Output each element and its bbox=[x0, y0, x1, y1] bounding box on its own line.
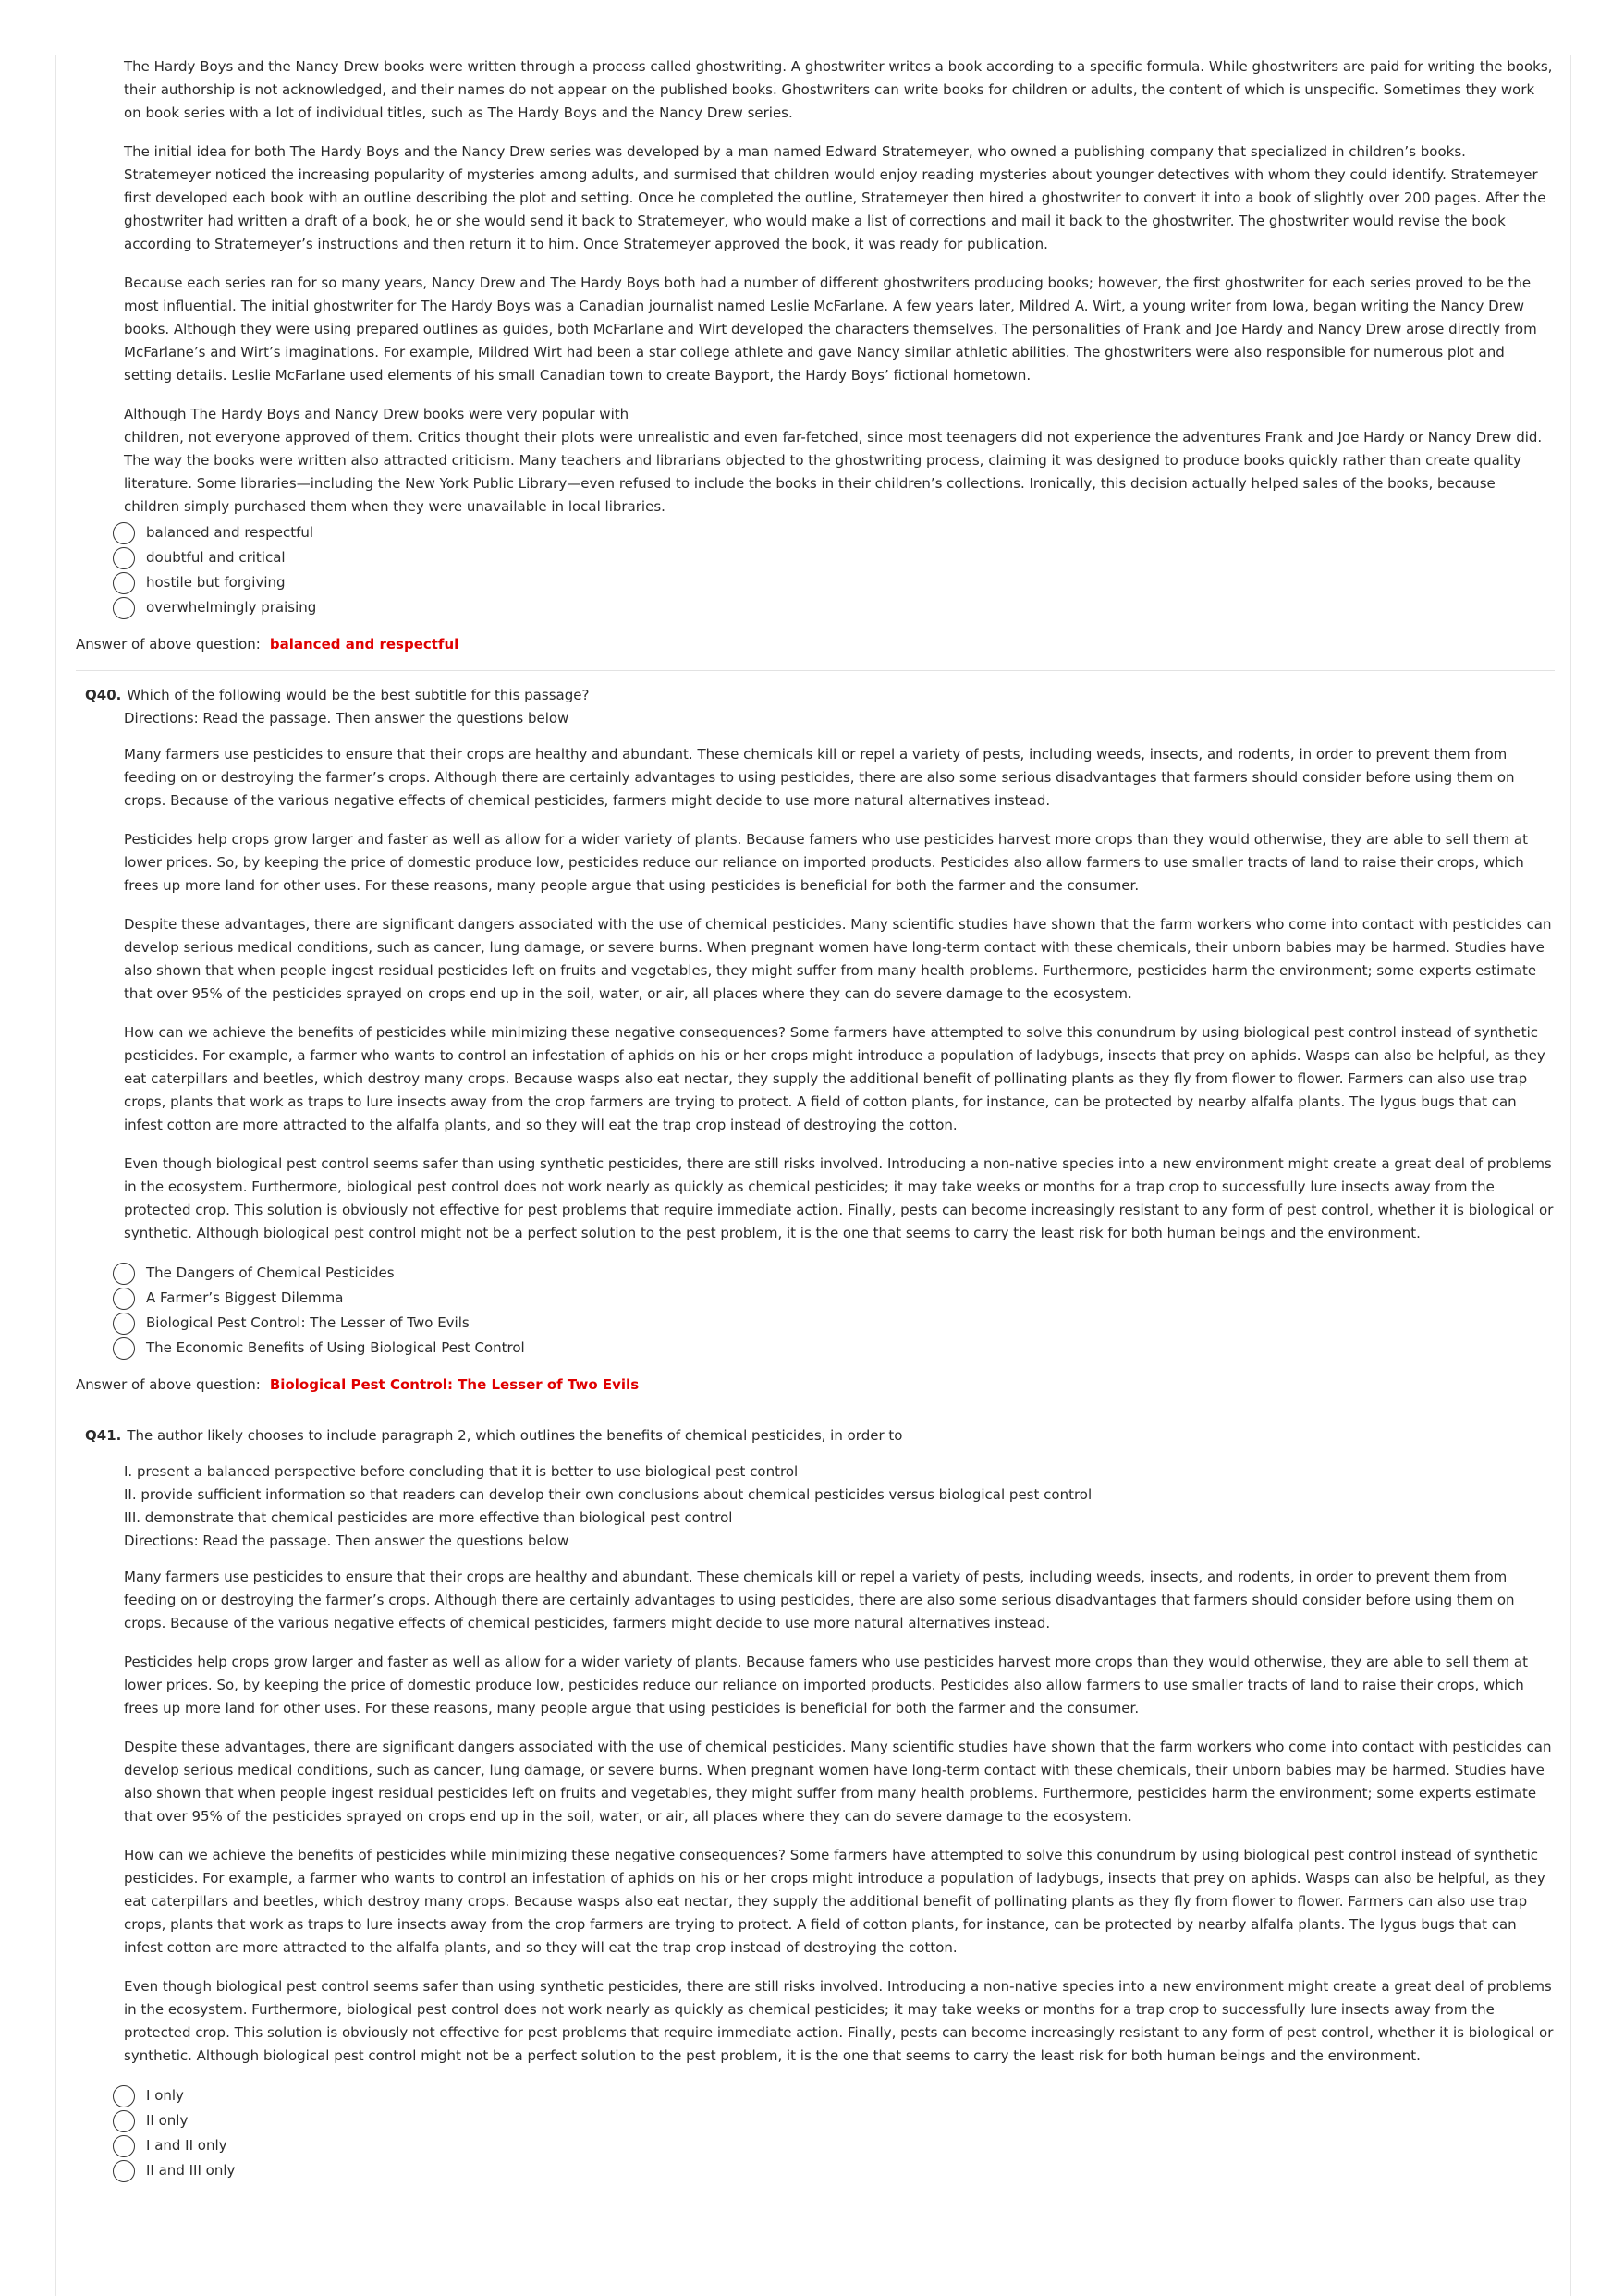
passage-paragraph: Because each series ran for so many years, Nancy Drew and The Hardy Boys both had a number of different ghostwriters producing books; however, the first ghostwriter for each series proved to be the most influential. The initial ghostwriter for The Hardy Boys was a Canadian journalist named Leslie McFarlane. A few years later, Mildred A. Wirt, a young writer from Iowa, began writing the Nancy Drew books. Although they were using prepared outlines as guides, both McFarlane and Wirt developed the characters themselves. The personalities of Frank and Joe Hardy and Nancy Drew arose directly from McFarlane’s and Wirt’s imaginations. For example, Mildred Wirt had been a star college athlete and gave Nancy similar athletic abilities. The ghostwriters were also responsible for numerous plot and setting details. Leslie McFarlane used elements of his small Canadian town to create Bayport, the Hardy Boys’ fictional hometown. bbox=[124, 275, 1537, 384]
option-label: II and III only bbox=[146, 2162, 236, 2179]
options-q40 bbox=[113, 1261, 1555, 1361]
option-label: A Farmer’s Biggest Dilemma bbox=[146, 1289, 344, 1306]
statement-item: III. demonstrate that chemical pesticides are more effective than biological pest control bbox=[124, 1509, 733, 1526]
option-label: Biological Pest Control: The Lesser of Two Evils bbox=[146, 1314, 470, 1331]
passage-paragraph bbox=[124, 403, 1555, 519]
option-label: II only bbox=[146, 2112, 189, 2129]
option-d[interactable] bbox=[113, 595, 1555, 620]
question-header bbox=[85, 1424, 1555, 1447]
question-number: Q40. bbox=[85, 687, 122, 703]
passage-line: children, not everyone approved of them. Critics thought their plots were unrealistic and even far-fetched, since most teenagers did not experience the adventures Frank and Joe Hardy or Nancy Drew did. The way the books were written also attracted criticism. Many teachers and librarians objected to the ghostwriting process, claiming it was designed to produce books quickly rather than create quality literature. Some libraries—including the New York Public Library—even refused to include the books in their children’s collections. Ironically, this decision actually helped sales of the books, because children simply purchased them when they were unavailable in local libraries. bbox=[124, 429, 1543, 515]
statement-item: II. provide sufficient information so that readers can develop their own conclusions about chemical pesticides versus biological pest control bbox=[124, 1486, 1093, 1503]
option-b[interactable] bbox=[113, 2108, 1555, 2133]
option-d[interactable] bbox=[113, 1336, 1555, 1361]
passage-paragraph: Pesticides help crops grow larger and faster as well as allow for a wider variety of plants. Because famers who use pesticides harvest more crops than they would otherwise, they are able to sell them at lower prices. So, by keeping the price of domestic produce low, pesticides reduce our reliance on imported products. Pesticides also allow farmers to use smaller tracts of land to raise their crops, which frees up more land for other uses. For these reasons, many people argue that using pesticides is beneficial for both the farmer and the consumer. bbox=[124, 1654, 1528, 1716]
radio-circle-icon[interactable] bbox=[113, 572, 135, 594]
passage-paragraph: How can we achieve the benefits of pesticides while minimizing these negative consequences? Some farmers have attempted to solve this conundrum by using biological pest control instead of synthetic pesticides. For example, a farmer who wants to control an infestation of aphids on his or her crops might introduce a population of ladybugs, insects that prey on aphids. Wasps can also be helpful, as they eat caterpillars and beetles, which destroy many crops. Because wasps also eat nectar, they supply the additional benefit of pollinating plants as they fly from flower to flower. Farmers can also use trap crops, plants that work as traps to lure insects away from the crop farmers are trying to protect. A field of cotton plants, for instance, can be protected by nearby alfalfa plants. The lygus bugs that can infest cotton are more attracted to the alfalfa plants, and so they will eat the trap crop instead of destroying the cotton. bbox=[124, 1847, 1545, 1956]
passage-line: Although The Hardy Boys and Nancy Drew books were very popular with bbox=[124, 406, 629, 422]
option-label: I only bbox=[146, 2087, 184, 2104]
answer-text: balanced and respectful bbox=[269, 636, 459, 653]
passage-q41 bbox=[124, 1566, 1555, 2068]
radio-circle-icon[interactable] bbox=[113, 2085, 135, 2107]
option-c[interactable] bbox=[113, 570, 1555, 595]
question-number: Q41. bbox=[85, 1427, 122, 1444]
radio-circle-icon[interactable] bbox=[113, 2110, 135, 2132]
answer-label: Answer of above question: bbox=[76, 636, 261, 653]
passage-paragraph: Even though biological pest control seems safer than using synthetic pesticides, there are still risks involved. Introducing a non-native species into a new environment might create a great deal of problems in the ecosystem. Furthermore, biological pest control does not work nearly as quickly as chemical pesticides; it may take weeks or months for a trap crop to successfully lure insects away from the protected crop. This solution is obviously not effective for pest problems that require immediate action. Finally, pests can become increasingly resistant to any form of pest control, whether it is biological or synthetic. Although biological pest control might not be a perfect solution to the pest problem, it is the one that seems to carry the least risk for both human beings and the environment. bbox=[124, 1978, 1554, 2064]
question-header bbox=[85, 684, 1555, 707]
page-content bbox=[76, 55, 1555, 2183]
statement-item: I. present a balanced perspective before concluding that it is better to use biological pest control bbox=[124, 1463, 799, 1480]
statement-list bbox=[124, 1460, 1555, 1553]
options-q41 bbox=[113, 2083, 1555, 2183]
answer-row bbox=[76, 633, 1555, 661]
passage-paragraph: Despite these advantages, there are significant dangers associated with the use of chemical pesticides. Many scientific studies have shown that the farm workers who come into contact with pesticides can develop serious medical conditions, such as cancer, lung damage, or severe burns. When pregnant women have long-term contact with these chemicals, their unborn babies may be harmed. Studies have also shown that when people ingest residual pesticides left on fruits and vegetables, they might suffer from many health problems. Furthermore, pesticides harm the environment; some experts estimate that over 95% of the pesticides sprayed on crops end up in the soil, water, or air, all places where they can do severe damage to the ecosystem. bbox=[124, 1739, 1552, 1825]
option-label: hostile but forgiving bbox=[146, 574, 286, 591]
option-a[interactable] bbox=[113, 520, 1555, 545]
radio-circle-icon[interactable] bbox=[113, 1337, 135, 1360]
option-c[interactable] bbox=[113, 1311, 1555, 1336]
options-q39 bbox=[113, 520, 1555, 620]
answer-label: Answer of above question: bbox=[76, 1376, 261, 1393]
radio-circle-icon[interactable] bbox=[113, 2135, 135, 2157]
answer-text: Biological Pest Control: The Lesser of Two Evils bbox=[269, 1376, 640, 1393]
option-b[interactable] bbox=[113, 545, 1555, 570]
question-text: The author likely chooses to include paragraph 2, which outlines the benefits of chemical pesticides, in order to bbox=[127, 1427, 903, 1444]
radio-circle-icon[interactable] bbox=[113, 1313, 135, 1335]
passage-paragraph: Many farmers use pesticides to ensure that their crops are healthy and abundant. These chemicals kill or repel a variety of pests, including weeds, insects, and rodents, in order to prevent them from feeding on or destroying the farmer’s crops. Although there are certainly advantages to using pesticides, there are also some serious disadvantages that farmers should consider before using them on crops. Because of the various negative effects of chemical pesticides, farmers might decide to use more natural alternatives instead. bbox=[124, 1569, 1515, 1631]
passage-q39 bbox=[124, 55, 1555, 519]
option-a[interactable] bbox=[113, 1261, 1555, 1286]
option-label: The Dangers of Chemical Pesticides bbox=[146, 1264, 395, 1281]
passage-paragraph: The initial idea for both The Hardy Boys and the Nancy Drew series was developed by a man named Edward Stratemeyer, who owned a publishing company that specialized in children’s books. Stratemeyer noticed the increasing popularity of mysteries among adults, and surmised that children would enjoy reading mysteries about younger detectives with whom they could identify. Stratemeyer first developed each book with an outline describing the plot and setting. Once he completed the outline, Stratemeyer then hired a ghostwriter to convert it into a book of slightly over 200 pages. After the ghostwriter had written a draft of a book, he or she would send it back to Stratemeyer, who would make a list of corrections and mail it back to the ghostwriter. The ghostwriter would revise the book according to Stratemeyer’s instructions and then return it to him. Once Stratemeyer approved the book, it was ready for publication. bbox=[124, 143, 1546, 252]
radio-circle-icon[interactable] bbox=[113, 2160, 135, 2182]
option-a[interactable] bbox=[113, 2083, 1555, 2108]
passage-q40 bbox=[124, 743, 1555, 1245]
option-c[interactable] bbox=[113, 2133, 1555, 2158]
option-label: balanced and respectful bbox=[146, 524, 314, 541]
passage-paragraph: Pesticides help crops grow larger and faster as well as allow for a wider variety of plants. Because famers who use pesticides harvest more crops than they would otherwise, they are able to sell them at lower prices. So, by keeping the price of domestic produce low, pesticides reduce our reliance on imported products. Pesticides also allow farmers to use smaller tracts of land to raise their crops, which frees up more land for other uses. For these reasons, many people argue that using pesticides is beneficial for both the farmer and the consumer. bbox=[124, 831, 1528, 894]
passage-paragraph: How can we achieve the benefits of pesticides while minimizing these negative consequences? Some farmers have attempted to solve this conundrum by using biological pest control instead of synthetic pesticides. For example, a farmer who wants to control an infestation of aphids on his or her crops might introduce a population of ladybugs, insects that prey on aphids. Wasps can also be helpful, as they eat caterpillars and beetles, which destroy many crops. Because wasps also eat nectar, they supply the additional benefit of pollinating plants as they fly from flower to flower. Farmers can also use trap crops, plants that work as traps to lure insects away from the crop farmers are trying to protect. A field of cotton plants, for instance, can be protected by nearby alfalfa plants. The lygus bugs that can infest cotton are more attracted to the alfalfa plants, and so they will eat the trap crop instead of destroying the cotton. bbox=[124, 1024, 1545, 1133]
question-40 bbox=[76, 684, 1555, 1401]
radio-circle-icon[interactable] bbox=[113, 1288, 135, 1310]
option-label: doubtful and critical bbox=[146, 549, 286, 566]
passage-paragraph: Even though biological pest control seems safer than using synthetic pesticides, there are still risks involved. Introducing a non-native species into a new environment might create a great deal of problems in the ecosystem. Furthermore, biological pest control does not work nearly as quickly as chemical pesticides; it may take weeks or months for a trap crop to successfully lure insects away from the protected crop. This solution is obviously not effective for pest problems that require immediate action. Finally, pests can become increasingly resistant to any form of pest control, whether it is biological or synthetic. Although biological pest control might not be a perfect solution to the pest problem, it is the one that seems to carry the least risk for both human beings and the environment. bbox=[124, 1155, 1554, 1241]
question-41 bbox=[76, 1424, 1555, 2183]
question-39 bbox=[76, 55, 1555, 661]
divider bbox=[76, 670, 1555, 671]
option-label: The Economic Benefits of Using Biological Pest Control bbox=[146, 1339, 525, 1356]
radio-circle-icon[interactable] bbox=[113, 1263, 135, 1285]
passage-paragraph: The Hardy Boys and the Nancy Drew books were written through a process called ghostwriting. A ghostwriter writes a book according to a specific formula. While ghostwriters are paid for writing the books, their authorship is not acknowledged, and their names do not appear on the published books. Ghostwriters can write books for children or adults, the content of which is unspecific. Sometimes they work on book series with a lot of individual titles, such as The Hardy Boys and the Nancy Drew series. bbox=[124, 58, 1553, 121]
directions: Directions: Read the passage. Then answer the questions below bbox=[124, 1533, 569, 1549]
passage-paragraph: Many farmers use pesticides to ensure that their crops are healthy and abundant. These chemicals kill or repel a variety of pests, including weeds, insects, and rodents, in order to prevent them from feeding on or destroying the farmer’s crops. Although there are certainly advantages to using pesticides, there are also some serious disadvantages that farmers should consider before using them on crops. Because of the various negative effects of chemical pesticides, farmers might decide to use more natural alternatives instead. bbox=[124, 746, 1515, 809]
radio-circle-icon[interactable] bbox=[113, 522, 135, 544]
option-d[interactable] bbox=[113, 2158, 1555, 2183]
option-label: I and II only bbox=[146, 2137, 227, 2154]
radio-circle-icon[interactable] bbox=[113, 597, 135, 619]
option-label: overwhelmingly praising bbox=[146, 599, 317, 616]
question-text: Which of the following would be the best subtitle for this passage? bbox=[127, 687, 590, 703]
answer-row bbox=[76, 1374, 1555, 1401]
directions: Directions: Read the passage. Then answer the questions below bbox=[124, 710, 569, 727]
radio-circle-icon[interactable] bbox=[113, 547, 135, 569]
passage-paragraph: Despite these advantages, there are significant dangers associated with the use of chemical pesticides. Many scientific studies have shown that the farm workers who come into contact with pesticides can develop serious medical conditions, such as cancer, lung damage, or severe burns. When pregnant women have long-term contact with these chemicals, their unborn babies may be harmed. Studies have also shown that when people ingest residual pesticides left on fruits and vegetables, they might suffer from many health problems. Furthermore, pesticides harm the environment; some experts estimate that over 95% of the pesticides sprayed on crops end up in the soil, water, or air, all places where they can do severe damage to the ecosystem. bbox=[124, 916, 1552, 1002]
option-b[interactable] bbox=[113, 1286, 1555, 1311]
